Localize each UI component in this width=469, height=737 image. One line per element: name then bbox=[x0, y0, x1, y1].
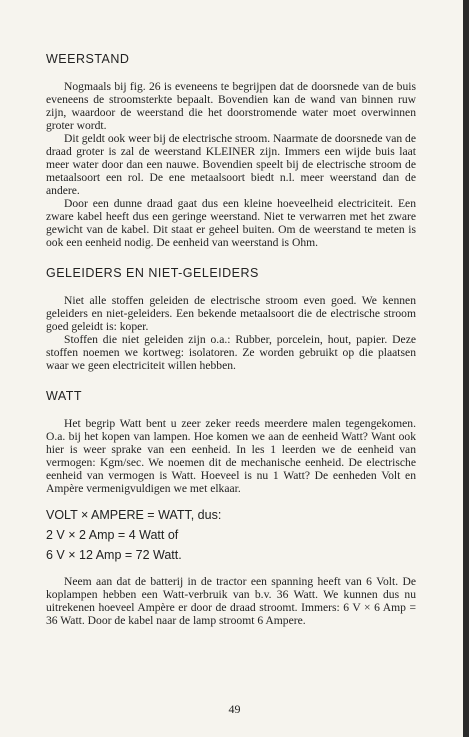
paragraph: Nogmaals bij fig. 26 is eveneens te begrijpen dat de doorsnede van de buis eveneens de stroomsterkte bepaalt. Bovendien kan de wand van binnen ruw zijn, waardoor de weerstand die het doorstromende water moet overwinnen groter wordt. bbox=[46, 80, 416, 132]
paragraph: Door een dunne draad gaat dus een kleine hoeveelheid electriciteit. Een zware kabel heeft dus een geringe weerstand. Niet te verwarren met het zware gewicht van de kabel. Dit staat er geheel buiten. Om de weerstand te meten is ook een eenheid nodig. De eenheid van weerstand is Ohm. bbox=[46, 197, 416, 249]
paragraph: Dit geldt ook weer bij de electrische stroom. Naarmate de doorsnede van de draad groter is zal de weerstand KLEINER zijn. Immers een wijde buis laat meer water door dan een nauwe. Bovendien speelt bij de electrische stroom de metaalsoort een rol. De ene metaalsoort biedt n.l. meer weerstand dan de andere. bbox=[46, 132, 416, 197]
paragraph: Neem aan dat de batterij in de tractor een spanning heeft van 6 Volt. De koplampen hebben een Watt-verbruik van b.v. 36 Watt. We kunnen dus nu uitrekenen hoeveel Ampère er door de draad stroomt. Immers: 6 V × 6 Amp = 36 Watt. Door de kabel naar de lamp stroomt 6 Ampere. bbox=[46, 575, 416, 627]
paragraph: Stoffen die niet geleiden zijn o.a.: Rubber, porcelein, hout, papier. Deze stoffen noemen we kortweg: isolatoren. Ze worden gebruikt op die plaatsen waar we geen electriciteit willen hebben. bbox=[46, 333, 416, 372]
formula-line: 6 V × 12 Amp = 72 Watt. bbox=[46, 548, 182, 562]
heading-weerstand: WEERSTAND bbox=[46, 52, 130, 66]
page-number: 49 bbox=[228, 702, 241, 716]
heading-geleiders: GELEIDERS EN NIET-GELEIDERS bbox=[46, 266, 259, 280]
heading-watt: WATT bbox=[46, 389, 83, 403]
paragraph: Het begrip Watt bent u zeer zeker reeds meerdere malen tegengekomen. O.a. bij het kopen van lampen. Hoe komen we aan de eenheid Watt? Want ook hier is weer sprake van een eenheid. In les 1 leerden we de eenheid van vermogen: Kgm/sec. We noemen dit de mechanische eenheid. De electrische eenheid van vermogen is Watt. Hoeveel is nu 1 Watt? De eenheden Volt en Ampère vermenigvuldigen we met elkaar. bbox=[46, 417, 416, 495]
paragraph: Niet alle stoffen geleiden de electrische stroom even goed. We kennen geleiders en niet-geleiders. Een bekende metaalsoort die de electrische stroom goed geleidt is: koper. bbox=[46, 294, 416, 333]
formula-line: VOLT × AMPERE = WATT, dus: bbox=[46, 508, 222, 522]
page-edge bbox=[463, 0, 469, 737]
formula-block bbox=[46, 505, 416, 565]
formula-line: 2 V × 2 Amp = 4 Watt of bbox=[46, 528, 179, 542]
page-content bbox=[46, 52, 416, 627]
